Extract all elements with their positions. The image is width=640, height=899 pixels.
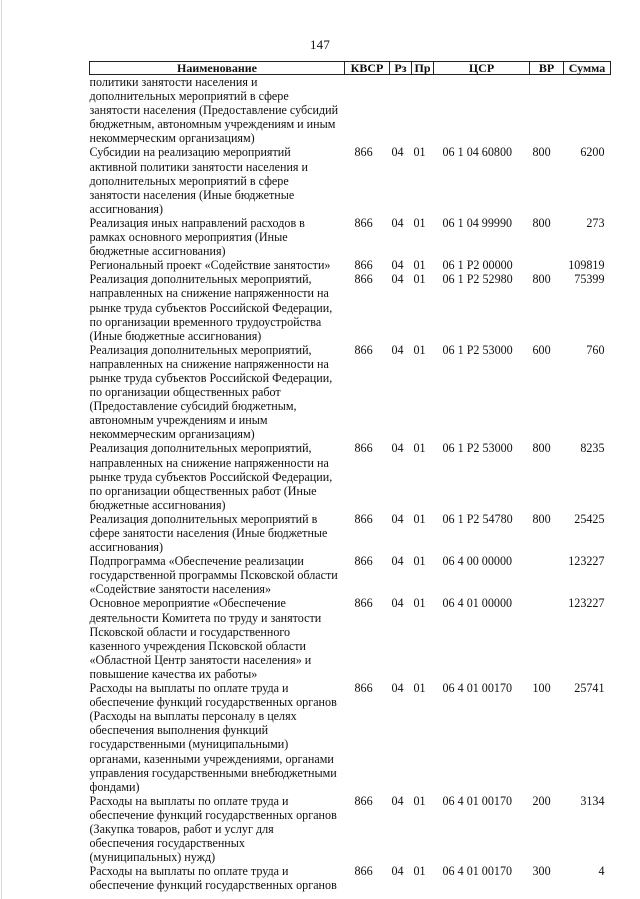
row-pr: 01 (413, 441, 426, 456)
row-pr: 01 (413, 145, 426, 160)
row-sum: 760 (586, 342, 605, 357)
header-csr: ЦСР (434, 62, 530, 75)
row-kvsr: 866 (354, 441, 373, 456)
row-vr: 200 (532, 793, 551, 808)
row-pr: 01 (413, 258, 426, 273)
row-csr: 06 1 P2 54780 (442, 511, 513, 526)
row-csr: 06 1 04 60800 (442, 145, 513, 160)
table-row (90, 343, 611, 442)
row-rz (390, 75, 412, 146)
row-sum (564, 75, 611, 146)
row-sum: 123227 (568, 596, 605, 611)
row-vr: 800 (532, 272, 551, 287)
table-row (90, 75, 611, 146)
row-sum: 6200 (580, 145, 605, 160)
header-pr: Пр (412, 62, 434, 75)
table-body (90, 75, 611, 893)
row-rz: 04 (391, 554, 404, 569)
row-sum: 109819 (568, 258, 605, 273)
row-csr: 06 1 P2 00000 (442, 258, 513, 273)
header-rz: Рз (390, 62, 412, 75)
row-pr: 01 (413, 342, 426, 357)
table-row (90, 216, 611, 258)
row-sum: 4 (598, 864, 605, 879)
row-kvsr: 866 (354, 511, 373, 526)
row-csr: 06 1 04 99990 (442, 215, 513, 230)
row-name: Субсидии на реализацию мероприятий активной политики занятости населения и дополнительных мероприятий в сфере занятости населения (Иные бюджетные ассигнования) (89, 145, 308, 216)
row-vr: 100 (532, 681, 551, 696)
row-kvsr: 866 (354, 681, 373, 696)
row-sum: 75399 (574, 272, 605, 287)
table-row (90, 512, 611, 554)
row-rz: 04 (391, 342, 404, 357)
table-row (90, 258, 611, 272)
budget-table (89, 61, 611, 892)
header-sum: Сумма (564, 62, 611, 75)
page-number: 147 (309, 37, 331, 52)
row-csr: 06 4 00 00000 (442, 554, 513, 569)
table-row (90, 554, 611, 596)
header-name: Наименование (90, 62, 345, 75)
row-kvsr: 866 (354, 215, 373, 230)
row-name: Реализация дополнительных мероприятий, направленных на снижение напряженности на рынке труда субъектов Российской Федерации, по организации общественных работ (Иные бюджетные ассигнования) (89, 441, 333, 512)
row-name: Подпрограмма «Обеспечение реализации государственной программы Псковской области «Содействие занятости населения» (89, 554, 338, 597)
row-kvsr (345, 75, 390, 146)
row-name: Расходы на выплаты по оплате труда и обеспечение функций государственных органов (Расходы на выплаты персоналу в целях обеспечения выполнения функций государственными (муниципальными) органами, казенными учреждениями, органами управления государственными внебюджетными фондами) (89, 681, 337, 794)
row-rz: 04 (391, 793, 404, 808)
row-name: Расходы на выплаты по оплате труда и обеспечение функций государственных органов (89, 864, 337, 893)
table-row (90, 864, 611, 892)
row-kvsr: 866 (354, 596, 373, 611)
row-kvsr: 866 (354, 258, 373, 273)
header-vr: ВР (530, 62, 564, 75)
row-vr: 300 (532, 864, 551, 879)
row-csr: 06 4 01 00170 (442, 793, 513, 808)
row-csr: 06 1 P2 52980 (442, 272, 513, 287)
row-name: Региональный проект «Содействие занятости» (89, 258, 331, 273)
table-row (90, 596, 611, 681)
row-rz: 04 (391, 215, 404, 230)
table-row (90, 794, 611, 864)
row-vr (530, 258, 564, 272)
row-rz: 04 (391, 511, 404, 526)
row-pr (412, 75, 434, 146)
header-kvsr: КВСР (345, 62, 390, 75)
row-csr: 06 1 P2 53000 (442, 342, 513, 357)
row-vr (530, 75, 564, 146)
row-csr: 06 4 01 00170 (442, 864, 513, 879)
row-pr: 01 (413, 793, 426, 808)
row-sum: 8235 (580, 441, 605, 456)
row-kvsr: 866 (354, 342, 373, 357)
row-kvsr: 866 (354, 793, 373, 808)
table-header (90, 62, 611, 75)
row-kvsr: 866 (354, 554, 373, 569)
row-rz: 04 (391, 145, 404, 160)
row-kvsr: 866 (354, 272, 373, 287)
row-vr: 800 (532, 145, 551, 160)
row-pr: 01 (413, 864, 426, 879)
row-rz: 04 (391, 596, 404, 611)
row-name: Основное мероприятие «Обеспечение деятельности Комитета по труду и занятости Псковской области и государственного казенного учреждения Псковской области «Областной Центр занятости населения» и повышение качества их работы» (89, 596, 322, 681)
row-sum: 273 (586, 215, 605, 230)
row-kvsr: 866 (354, 864, 373, 879)
row-pr: 01 (413, 596, 426, 611)
row-name: политики занятости населения и дополнительных мероприятий в сфере занятости населения (Предоставление субсидий бюджетным, автономным учреждениям и иным некоммерческим организациям) (89, 75, 339, 146)
row-vr (530, 596, 564, 681)
table-row (90, 441, 611, 511)
row-rz: 04 (391, 441, 404, 456)
row-kvsr: 866 (354, 145, 373, 160)
row-csr: 06 4 01 00000 (442, 596, 513, 611)
table-row (90, 145, 611, 215)
row-sum: 3134 (580, 793, 605, 808)
row-vr (530, 554, 564, 596)
row-name: Реализация иных направлений расходов в рамках основного мероприятия (Иные бюджетные ассигнования) (89, 215, 305, 259)
table-row (90, 681, 611, 794)
row-pr: 01 (413, 215, 426, 230)
row-name: Реализация дополнительных мероприятий в сфере занятости населения (Иные бюджетные ассигнования) (89, 511, 328, 555)
table-row (90, 272, 611, 342)
row-vr: 800 (532, 511, 551, 526)
row-rz: 04 (391, 864, 404, 879)
row-pr: 01 (413, 681, 426, 696)
row-csr: 06 1 P2 53000 (442, 441, 513, 456)
row-vr: 800 (532, 215, 551, 230)
row-pr: 01 (413, 511, 426, 526)
row-rz: 04 (391, 272, 404, 287)
row-sum: 123227 (568, 554, 605, 569)
row-csr: 06 4 01 00170 (442, 681, 513, 696)
row-vr: 600 (532, 342, 551, 357)
row-rz: 04 (391, 258, 404, 273)
row-csr (434, 75, 530, 146)
row-sum: 25741 (574, 681, 605, 696)
row-sum: 25425 (574, 511, 605, 526)
row-name: Расходы на выплаты по оплате труда и обеспечение функций государственных органов (Закупка товаров, работ и услуг для обеспечения государственных (муниципальных) нужд) (89, 793, 337, 865)
row-name: Реализация дополнительных мероприятий, направленных на снижение напряженности на рынке труда субъектов Российской Федерации, по организации временного трудоустройства (Иные бюджетные ассигнования) (89, 272, 333, 343)
row-rz: 04 (391, 681, 404, 696)
scan-margin-line (1, 0, 2, 899)
row-pr: 01 (413, 554, 426, 569)
row-vr: 800 (532, 441, 551, 456)
row-pr: 01 (413, 272, 426, 287)
row-name: Реализация дополнительных мероприятий, направленных на снижение напряженности на рынке труда субъектов Российской Федерации, по организации общественных работ (Предоставление субсидий бюджетным, автономным учреждениям и иным некоммерческим организациям) (89, 342, 333, 442)
